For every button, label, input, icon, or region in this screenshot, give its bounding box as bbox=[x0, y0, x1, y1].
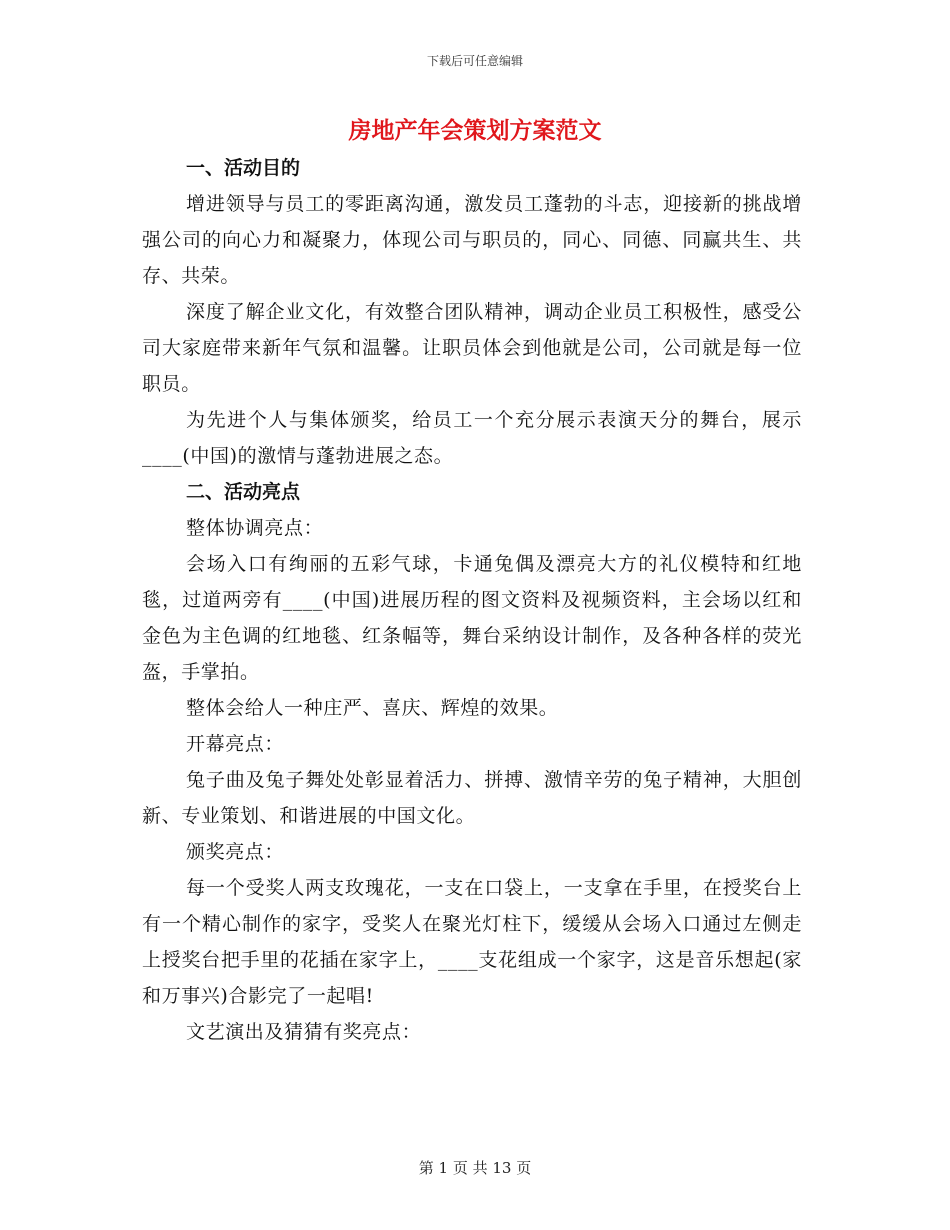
section-heading-purpose: 一、活动目的 bbox=[186, 157, 301, 179]
page-footer: 第 1 页 共 13 页 bbox=[418, 1159, 532, 1177]
header-note: 下载后可任意编辑 bbox=[426, 54, 523, 68]
document-body bbox=[142, 150, 802, 1050]
paragraph: 颁奖亮点： bbox=[186, 841, 285, 863]
page-title: 房地产年会策划方案范文 bbox=[348, 117, 602, 144]
paragraph: 开幕亮点： bbox=[186, 733, 285, 755]
paragraph: 会场入口有绚丽的五彩气球，卡通兔偶及漂亮大方的礼仪模特和红地毯，过道两旁有____(中国)进展历程的图文资料及视频资料，主会场以红和金色为主色调的红地毯、红条幅等，舞台采纳设计制作，及各种各样的荧光盔，手掌拍。 bbox=[142, 553, 802, 683]
paragraph: 文艺演出及猜猜有奖亮点： bbox=[186, 1021, 422, 1043]
section-heading-highlights: 二、活动亮点 bbox=[186, 481, 301, 503]
paragraph: 深度了解企业文化，有效整合团队精神，调动企业员工积极性，感受公司大家庭带来新年气氛和温馨。让职员体会到他就是公司，公司就是每一位职员。 bbox=[142, 301, 802, 395]
paragraph: 为先进个人与集体颁奖，给员工一个充分展示表演天分的舞台，展示____(中国)的激情与蓬勃进展之态。 bbox=[142, 409, 802, 467]
paragraph: 每一个受奖人两支玫瑰花，一支在口袋上，一支拿在手里，在授奖台上有一个精心制作的家字，受奖人在聚光灯柱下，缓缓从会场入口通过左侧走上授奖台把手里的花插在家字上，____支花组成一个家字，这是音乐想起(家和万事兴)合影完了一起唱! bbox=[142, 877, 802, 1007]
paragraph: 整体协调亮点： bbox=[186, 517, 324, 539]
paragraph: 整体会给人一种庄严、喜庆、辉煌的效果。 bbox=[186, 697, 559, 719]
paragraph: 兔子曲及兔子舞处处彰显着活力、拼搏、激情辛劳的兔子精神，大胆创新、专业策划、和谐进展的中国文化。 bbox=[142, 769, 802, 827]
paragraph: 增进领导与员工的零距离沟通，激发员工蓬勃的斗志，迎接新的挑战增强公司的向心力和凝聚力，体现公司与职员的，同心、同德、同赢共生、共存、共荣。 bbox=[142, 193, 802, 287]
